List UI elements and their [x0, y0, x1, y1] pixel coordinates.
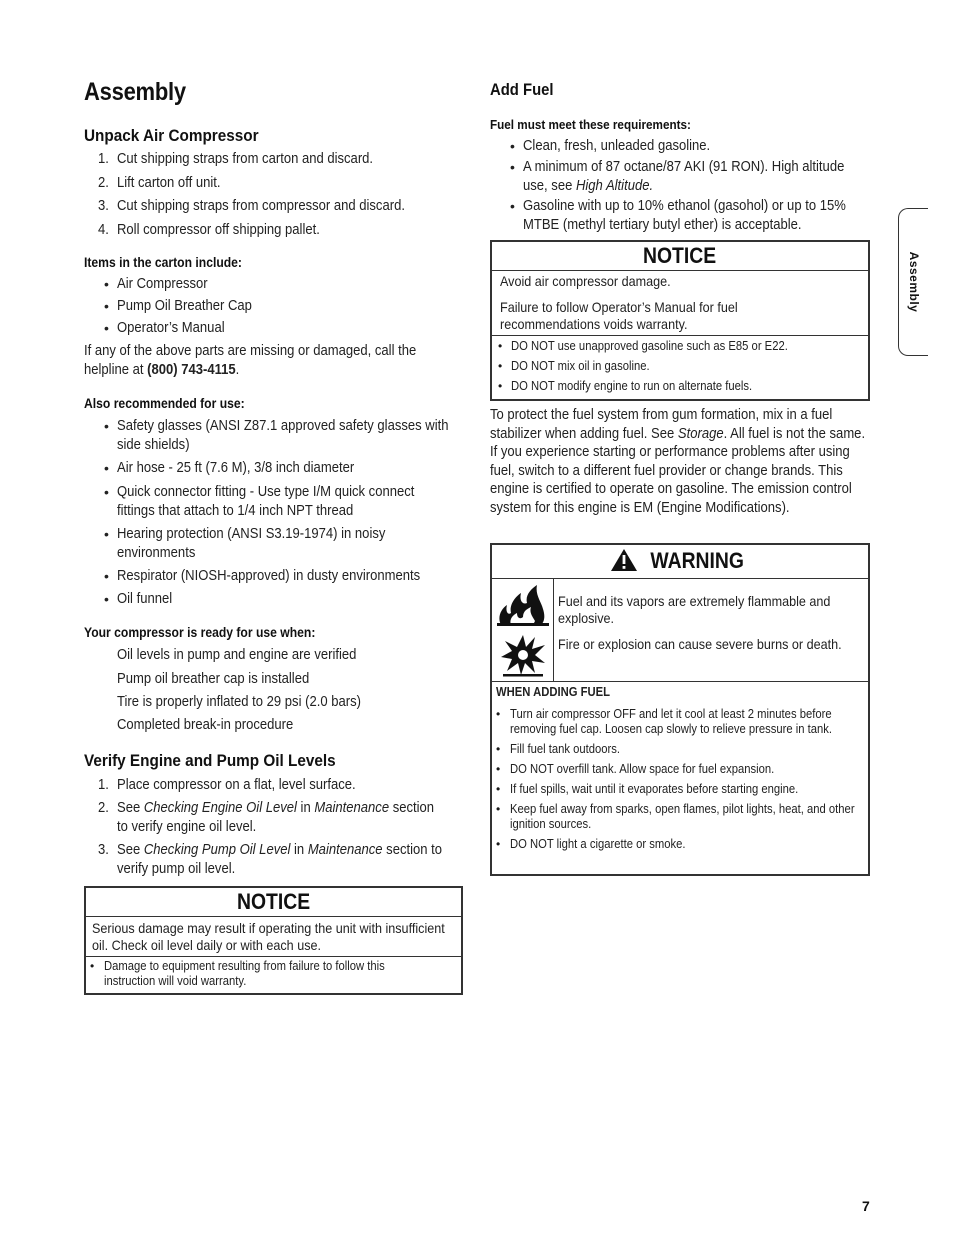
page-number: 7	[862, 1198, 870, 1214]
unpack-step: Cut shipping straps from compressor and discard.	[117, 198, 405, 214]
fuel-paragraph: To protect the fuel system from gum formation, mix in a fuel stabilizer when adding fuel. See Storage. All fuel is not the same. If you experience starting or performance problems after using fuel, switch to a different fuel provider or change brands. This engine is certified to operate on gasoline. The emission control system for this engine is EM (Engine Modifications).	[490, 407, 866, 516]
notice-bullets	[492, 335, 868, 400]
hazard-line: Fuel and its vapors are extremely flammable and explosive.	[558, 593, 831, 626]
notice-bullet-text: Damage to equipment resulting from failure to follow this instruction will void warranty.	[104, 959, 385, 988]
step-number: 4.	[98, 222, 109, 238]
list-item: Hearing protection (ANSI S3.19-1974) in noisy environments	[117, 526, 386, 561]
bullet-icon: •	[510, 138, 515, 154]
flammable-icon	[495, 583, 551, 627]
warning-bullet: • DO NOT light a cigarette or smoke.	[496, 837, 686, 851]
verify-heading: Verify Engine and Pump Oil Levels	[84, 751, 336, 770]
verify-step: See Checking Pump Oil Level in Maintenance section to	[117, 842, 443, 858]
bullet-icon: •	[510, 198, 515, 214]
helpline-number: (800) 743-4115	[147, 361, 236, 378]
notice-line: Avoid air compressor damage.	[500, 273, 671, 289]
bullet-icon: •	[104, 276, 109, 292]
bullet-icon: •	[104, 591, 109, 607]
bullet-icon: •	[104, 526, 109, 542]
list-item: Tire is properly inflated to 29 psi (2.0 bars)	[117, 694, 361, 710]
bullet-icon: •	[496, 802, 501, 816]
list-item: Oil funnel	[117, 591, 173, 607]
notice-box-oil	[84, 886, 463, 995]
step-number: 2.	[98, 175, 109, 191]
list-item: Completed break-in procedure	[117, 717, 294, 733]
step-number: 2.	[98, 800, 109, 816]
notice-bullet: • DO NOT use unapproved gasoline such as E85 or E22.	[498, 339, 788, 353]
step-number: 3.	[98, 198, 109, 214]
unpack-step: Cut shipping straps from carton and discard.	[117, 151, 374, 167]
warning-header: WARNING	[492, 545, 868, 579]
bullet-icon: •	[498, 339, 503, 353]
verify-step-cont: to verify engine oil level.	[117, 819, 257, 835]
notice-line: Failure to follow Operator’s Manual for fuel recommendations voids warranty.	[500, 299, 738, 332]
ready-heading: Your compressor is ready for use when:	[84, 625, 316, 640]
step-number: 3.	[98, 842, 109, 858]
hazard-icons	[492, 579, 554, 681]
step-number: 1.	[98, 777, 109, 793]
hazard-text	[558, 593, 866, 653]
notice-box-fuel	[490, 240, 870, 401]
bullet-icon: •	[104, 418, 109, 434]
missing-parts-text: If any of the above parts are missing or damaged, call the helpline at (800) 743-4115.	[84, 343, 417, 378]
bullet-icon: •	[496, 742, 501, 756]
bullet-icon: •	[496, 762, 501, 776]
hazard-line: Fire or explosion can cause severe burns or death.	[558, 636, 842, 652]
list-item: Gasoline with up to 10% ethanol (gasohol) or up to 15% MTBE (methyl tertiary butyl ether) is acceptable.	[523, 198, 846, 233]
in-carton-heading: Items in the carton include:	[84, 255, 242, 270]
bullet-icon: •	[496, 707, 501, 721]
list-item: Pump oil breather cap is installed	[117, 671, 310, 687]
warning-hazard-row	[492, 579, 868, 682]
bullet-icon: •	[496, 837, 501, 851]
bullet-icon: •	[496, 782, 501, 796]
bullet-icon: •	[104, 484, 109, 500]
notice-bullet: • DO NOT mix oil in gasoline.	[498, 359, 650, 373]
unpack-step: Roll compressor off shipping pallet.	[117, 222, 320, 238]
step-number: 1.	[98, 151, 109, 167]
recommended-heading: Also recommended for use:	[84, 396, 245, 411]
unpack-step: Lift carton off unit.	[117, 175, 221, 191]
side-tab-assembly	[898, 208, 928, 356]
verify-step: See Checking Engine Oil Level in Maintenance section	[117, 800, 435, 816]
list-item: Respirator (NIOSH-approved) in dusty environments	[117, 568, 421, 584]
bullet-icon: •	[510, 159, 515, 175]
notice-bullet: • DO NOT modify engine to run on alternate fuels.	[498, 379, 753, 393]
add-fuel-heading: Add Fuel	[490, 81, 554, 99]
page-title: Assembly	[84, 78, 186, 106]
notice-header: NOTICE	[492, 242, 868, 271]
bullet-icon: •	[104, 298, 109, 314]
warning-subheading: WHEN ADDING FUEL	[496, 685, 610, 699]
warning-bullet: • Fill fuel tank outdoors.	[496, 742, 621, 756]
explosion-icon	[499, 633, 547, 677]
list-item: Clean, fresh, unleaded gasoline.	[523, 138, 711, 154]
list-item: Air Compressor	[117, 276, 208, 292]
bullet-icon: •	[104, 568, 109, 584]
list-item: Safety glasses (ANSI Z87.1 approved safety glasses with side shields)	[117, 418, 449, 453]
notice-body	[86, 917, 461, 956]
warning-bullet: • If fuel spills, wait until it evaporates before starting engine.	[496, 782, 799, 796]
warning-instructions	[492, 682, 868, 855]
list-item: Air hose - 25 ft (7.6 M), 3/8 inch diameter	[117, 460, 355, 476]
unpack-heading: Unpack Air Compressor	[84, 126, 259, 145]
side-tab-label: Assembly	[906, 251, 921, 313]
verify-step-cont: verify pump oil level.	[117, 861, 236, 877]
bullet-icon: •	[498, 379, 503, 393]
bullet-icon: •	[104, 320, 109, 336]
list-item: Quick connector fitting - Use type I/M quick connect fittings that attach to 1/4 inch NPT thread	[117, 484, 415, 519]
warning-triangle-icon	[610, 548, 638, 572]
notice-body-text: Serious damage may result if operating the unit with insufficient oil. Check oil level daily or with each use.	[92, 920, 445, 953]
bullet-icon: •	[498, 359, 503, 373]
notice-body	[492, 271, 868, 335]
notice-header: NOTICE	[86, 888, 461, 917]
warning-box	[490, 543, 870, 876]
bullet-icon: •	[90, 959, 95, 973]
notice-bullets	[86, 956, 461, 991]
list-item: Oil levels in pump and engine are verified	[117, 647, 357, 663]
warning-bullet: • Turn air compressor OFF and let it cool at least 2 minutes before removing fuel cap. Loosen cap slowly to relieve pressure in tank.	[496, 707, 833, 736]
fuel-req-heading: Fuel must meet these requirements:	[490, 117, 691, 132]
bullet-icon: •	[104, 460, 109, 476]
warning-bullet: • Keep fuel away from sparks, open flames, pilot lights, heat, and other ignition sources.	[496, 802, 855, 831]
warning-bullet: • DO NOT overfill tank. Allow space for fuel expansion.	[496, 762, 775, 776]
list-item: Pump Oil Breather Cap	[117, 298, 252, 314]
list-item: A minimum of 87 octane/87 AKI (91 RON). High altitude use, see High Altitude.	[523, 159, 845, 194]
list-item: Operator’s Manual	[117, 320, 225, 336]
verify-step: Place compressor on a flat, level surface.	[117, 777, 356, 793]
